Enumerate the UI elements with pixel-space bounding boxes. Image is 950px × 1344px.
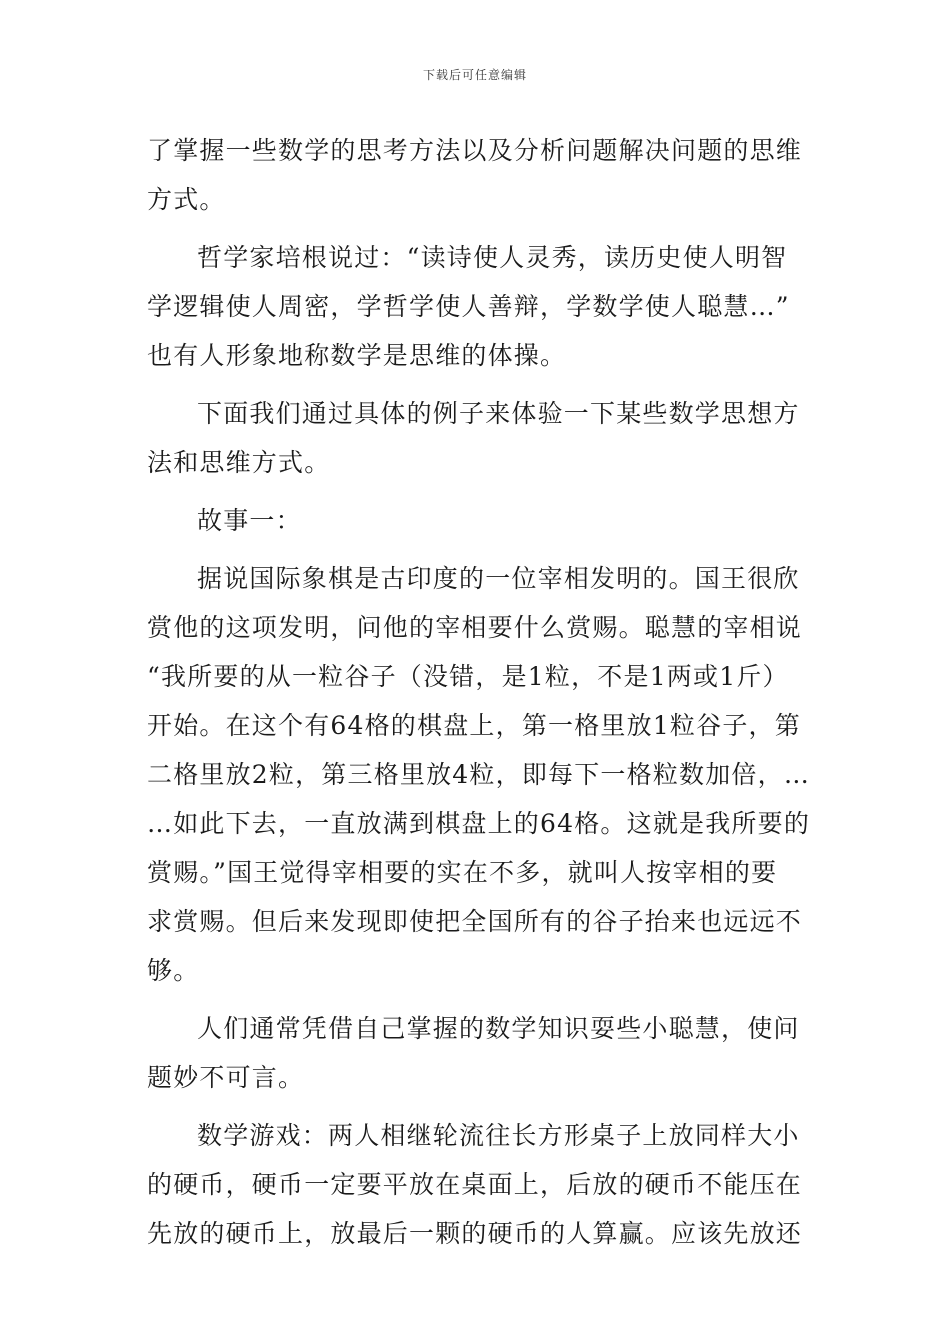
text-line: 开始。在这个有64格的棋盘上，第一格里放1粒谷子，第 (147, 711, 801, 740)
paragraph (147, 1111, 807, 1258)
text-line: 法和思维方式。 (147, 448, 331, 477)
text-line: “我所要的从一粒谷子（没错，是1粒，不是1两或1斤） (147, 662, 789, 691)
text-line: 求赏赐。但后来发现即使把全国所有的谷子抬来也远远不 (147, 907, 803, 936)
text-line: 下面我们通过具体的例子来体验一下某些数学思想方 (197, 399, 800, 428)
text-line: 人们通常凭借自己掌握的数学知识耍些小聪慧，使问 (197, 1014, 800, 1043)
text-line: 数学游戏：两人相继轮流往长方形桌子上放同样大小 (197, 1121, 800, 1150)
paragraph (147, 496, 807, 545)
text-line: 哲学家培根说过：“读诗使人灵秀，读历史使人明智 (197, 243, 788, 272)
paragraph (147, 554, 811, 995)
text-line: 赏他的这项发明，问他的宰相要什么赏赐。聪慧的宰相说 (147, 613, 803, 642)
text-line: 方式。 (147, 185, 226, 214)
text-line: 先放的硬币上，放最后一颗的硬币的人算赢。应该先放还 (147, 1219, 803, 1248)
page-header: 下载后可任意编辑 (422, 68, 527, 82)
text-line: 的硬币，硬币一定要平放在桌面上，后放的硬币不能压在 (147, 1170, 803, 1199)
section-heading: 故事一： (197, 506, 302, 535)
text-line: 也有人形象地称数学是思维的体操。 (147, 341, 567, 370)
document-body (147, 126, 811, 1258)
paragraph (147, 126, 807, 224)
paragraph (147, 233, 807, 380)
text-line: 二格里放2粒，第三格里放4粒，即每下一格粒数加倍，… (147, 760, 811, 789)
text-line: 学逻辑使人周密，学哲学使人善辩，学数学使人聪慧…” (147, 292, 790, 321)
text-line: 了掌握一些数学的思考方法以及分析问题解决问题的思维 (147, 136, 803, 165)
paragraph (147, 389, 807, 487)
text-line: …如此下去，一直放满到棋盘上的64格。这就是我所要的 (147, 809, 811, 838)
text-line: 题妙不可言。 (147, 1063, 305, 1092)
text-line: 赏赐。”国王觉得宰相要的实在不多，就叫人按宰相的要 (147, 858, 778, 887)
paragraph (147, 1004, 807, 1102)
text-line: 据说国际象棋是古印度的一位宰相发明的。国王很欣 (197, 564, 800, 593)
text-line: 够。 (147, 956, 200, 985)
